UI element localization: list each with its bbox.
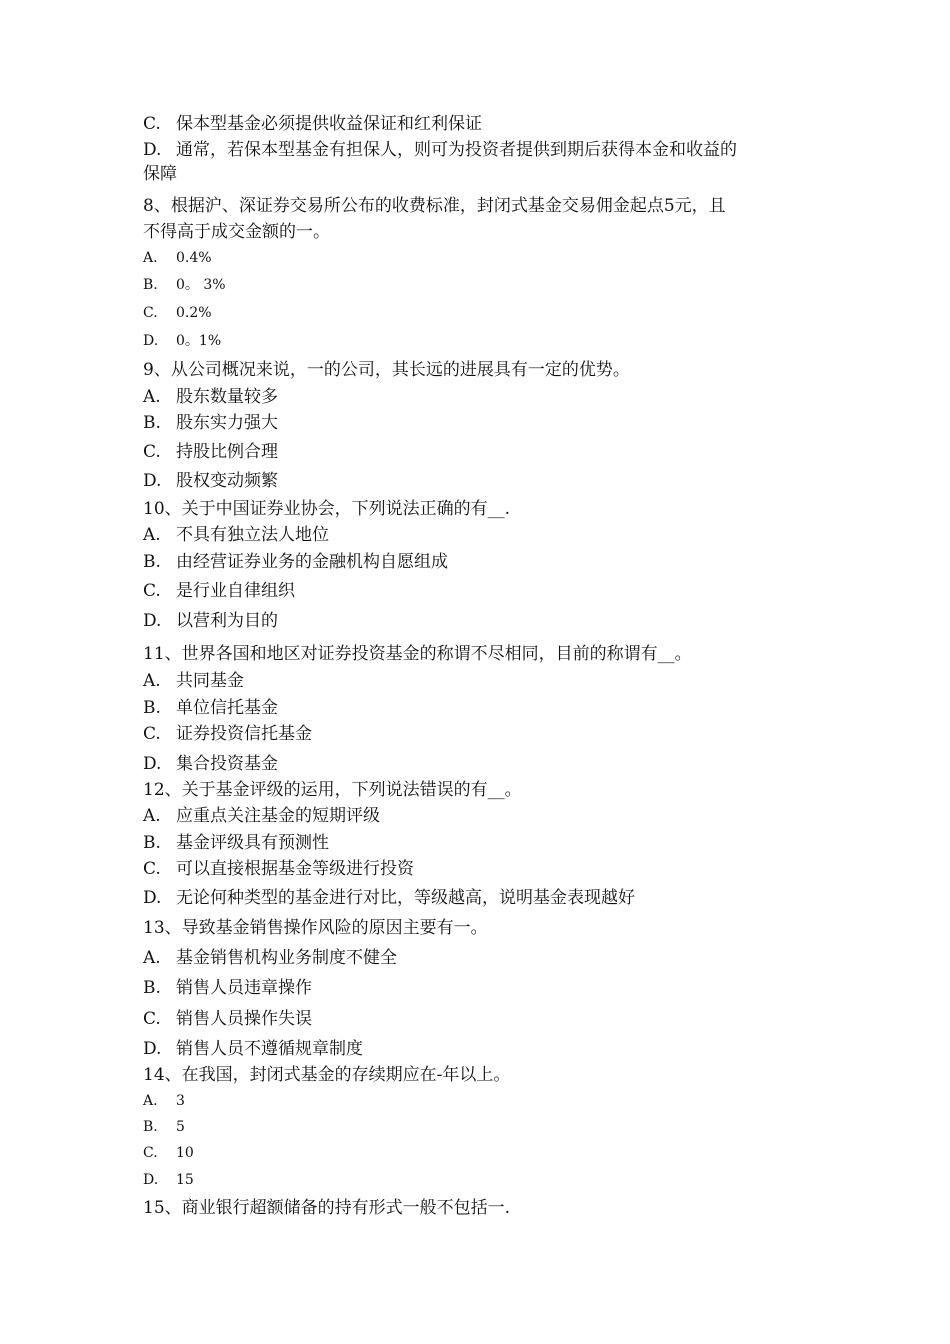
option-text: 持股比例合理 bbox=[176, 442, 278, 462]
option-line bbox=[143, 670, 244, 692]
option-label: C. bbox=[143, 724, 161, 744]
option-line bbox=[143, 580, 295, 602]
option-label: D. bbox=[143, 888, 162, 908]
option-line bbox=[143, 551, 448, 573]
option-text: 由经营证券业务的金融机构自愿组成 bbox=[176, 552, 448, 572]
line-text: 保障 bbox=[143, 164, 177, 184]
option-label: D. bbox=[143, 471, 162, 491]
option-line bbox=[143, 887, 635, 909]
option-text: 股东数量较多 bbox=[176, 387, 278, 407]
option-line bbox=[143, 977, 312, 999]
option-line bbox=[143, 139, 737, 161]
option-label: C. bbox=[143, 1009, 161, 1029]
option-text: 股权变动频繁 bbox=[176, 471, 278, 491]
question-text: 15、商业银行超额储备的持有形式一般不包括一. bbox=[143, 1198, 511, 1218]
question-line bbox=[143, 359, 630, 381]
option-text: 可以直接根据基金等级进行投资 bbox=[176, 859, 414, 879]
option-text: 0。1% bbox=[176, 333, 222, 349]
line-text: 不得高于成交金额的一。 bbox=[143, 222, 330, 242]
option-label: D. bbox=[143, 754, 162, 774]
option-label: A. bbox=[143, 387, 161, 407]
continuation-line bbox=[143, 163, 177, 185]
option-line bbox=[143, 524, 329, 546]
option-text: 0.2% bbox=[176, 305, 212, 321]
option-text: 保本型基金必须提供收益保证和红利保证 bbox=[176, 114, 482, 134]
option-text: 3 bbox=[176, 1093, 185, 1109]
option-label: A. bbox=[143, 250, 158, 266]
option-text: 应重点关注基金的短期评级 bbox=[176, 806, 380, 826]
question-text: 14、在我国，封闭式基金的存续期应在-年以上。 bbox=[143, 1065, 511, 1085]
option-text: 5 bbox=[176, 1119, 185, 1135]
option-text: 单位信托基金 bbox=[176, 698, 278, 718]
option-label: C. bbox=[143, 1145, 158, 1161]
option-line bbox=[143, 470, 278, 492]
option-label: D. bbox=[143, 333, 159, 349]
option-line bbox=[143, 302, 212, 324]
question-text: 11、世界各国和地区对证券投资基金的称谓不尽相同，目前的称谓有__。 bbox=[143, 644, 692, 664]
option-text: 基金评级具有预测性 bbox=[176, 833, 329, 853]
option-line bbox=[143, 274, 226, 296]
option-label: C. bbox=[143, 442, 161, 462]
question-text: 13、导致基金销售操作风险的原因主要有一。 bbox=[143, 918, 488, 938]
option-line bbox=[143, 1008, 312, 1030]
option-text: 通常，若保本型基金有担保人，则可为投资者提供到期后获得本金和收益的 bbox=[176, 140, 737, 160]
option-text: 基金销售机构业务制度不健全 bbox=[176, 948, 397, 968]
option-line bbox=[143, 753, 278, 775]
option-label: D. bbox=[143, 611, 162, 631]
option-text: 15 bbox=[176, 1172, 194, 1188]
option-label: B. bbox=[143, 978, 161, 998]
option-label: B. bbox=[143, 1119, 158, 1135]
continuation-line bbox=[143, 221, 330, 243]
option-text: 0.4% bbox=[176, 250, 212, 266]
option-line bbox=[143, 1038, 363, 1060]
option-line bbox=[143, 113, 482, 135]
option-label: B. bbox=[143, 833, 161, 853]
option-label: B. bbox=[143, 277, 158, 293]
option-label: B. bbox=[143, 552, 161, 572]
option-text: 销售人员不遵循规章制度 bbox=[176, 1039, 363, 1059]
option-label: D. bbox=[143, 1172, 159, 1188]
question-text: 8、根据沪、深证券交易所公布的收费标准，封闭式基金交易佣金起点5元，且 bbox=[143, 196, 726, 216]
option-text: 是行业自律组织 bbox=[176, 581, 295, 601]
option-label: A. bbox=[143, 671, 161, 691]
option-label: D. bbox=[143, 140, 162, 160]
question-line bbox=[143, 1064, 510, 1086]
option-line bbox=[143, 947, 397, 969]
option-line bbox=[143, 1169, 194, 1191]
option-text: 销售人员操作失误 bbox=[176, 1009, 312, 1029]
option-line bbox=[143, 412, 278, 434]
option-line bbox=[143, 441, 278, 463]
question-line bbox=[143, 643, 692, 665]
option-line bbox=[143, 805, 380, 827]
option-line bbox=[143, 1116, 185, 1138]
option-line bbox=[143, 330, 221, 352]
option-line bbox=[143, 1142, 194, 1164]
question-text: 12、关于基金评级的运用，下列说法错误的有__。 bbox=[143, 780, 522, 800]
option-text: 销售人员违章操作 bbox=[176, 978, 312, 998]
question-line bbox=[143, 917, 488, 939]
option-label: A. bbox=[143, 806, 161, 826]
option-line bbox=[143, 610, 278, 632]
option-text: 股东实力强大 bbox=[176, 413, 278, 433]
option-line bbox=[143, 697, 278, 719]
option-text: 不具有独立法人地位 bbox=[176, 525, 329, 545]
option-text: 集合投资基金 bbox=[176, 754, 278, 774]
question-line bbox=[143, 779, 522, 801]
option-label: B. bbox=[143, 698, 161, 718]
option-label: C. bbox=[143, 114, 161, 134]
option-label: A. bbox=[143, 1093, 158, 1109]
option-label: A. bbox=[143, 948, 161, 968]
question-line bbox=[143, 498, 510, 520]
option-label: C. bbox=[143, 859, 161, 879]
option-label: C. bbox=[143, 581, 161, 601]
question-line bbox=[143, 1197, 510, 1219]
option-label: B. bbox=[143, 413, 161, 433]
option-text: 0。 3% bbox=[176, 277, 226, 293]
option-line bbox=[143, 858, 414, 880]
question-text: 10、关于中国证券业协会，下列说法正确的有__. bbox=[143, 499, 511, 519]
option-line bbox=[143, 386, 278, 408]
option-label: D. bbox=[143, 1039, 162, 1059]
option-label: C. bbox=[143, 305, 158, 321]
option-text: 以营利为目的 bbox=[176, 611, 278, 631]
option-line bbox=[143, 723, 312, 745]
option-text: 证券投资信托基金 bbox=[176, 724, 312, 744]
option-text: 共同基金 bbox=[176, 671, 244, 691]
option-label: A. bbox=[143, 525, 161, 545]
question-line bbox=[143, 195, 726, 217]
option-line bbox=[143, 832, 329, 854]
option-line bbox=[143, 1090, 185, 1112]
option-text: 无论何种类型的基金进行对比，等级越高，说明基金表现越好 bbox=[176, 888, 635, 908]
option-line bbox=[143, 247, 212, 269]
option-text: 10 bbox=[176, 1145, 194, 1161]
question-text: 9、从公司概况来说，一的公司，其长远的进展具有一定的优势。 bbox=[143, 360, 630, 380]
